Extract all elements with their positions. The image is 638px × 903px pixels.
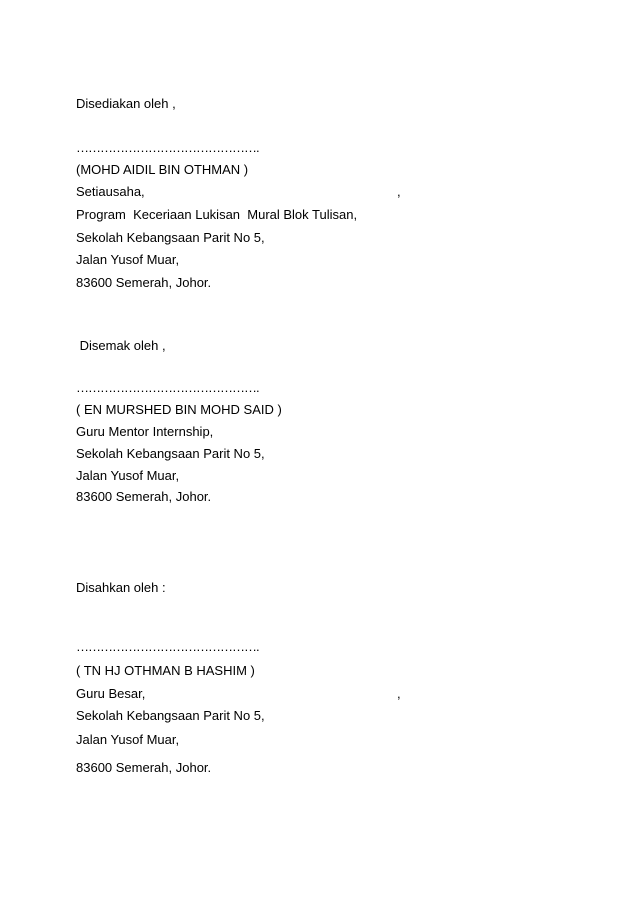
prepared-position: Setiausaha, xyxy=(76,184,145,199)
reviewed-name: ( EN MURSHED BIN MOHD SAID ) xyxy=(76,402,282,417)
prepared-program: Program Keceriaan Lukisan Mural Blok Tulisan, xyxy=(76,207,358,222)
approved-signature-line: ………………………………………. xyxy=(76,639,259,654)
approved-school: Sekolah Kebangsaan Parit No 5, xyxy=(76,708,265,723)
approved-street: Jalan Yusof Muar, xyxy=(76,732,180,747)
reviewed-school: Sekolah Kebangsaan Parit No 5, xyxy=(76,446,265,461)
prepared-name: (MOHD AIDIL BIN OTHMAN ) xyxy=(76,162,249,177)
approved-heading: Disahkan oleh : xyxy=(76,580,166,595)
approved-name: ( TN HJ OTHMAN B HASHIM ) xyxy=(76,663,255,678)
reviewed-position: Guru Mentor Internship, xyxy=(76,424,214,439)
prepared-city: 83600 Semerah, Johor. xyxy=(76,275,212,290)
prepared-trailing-comma: , xyxy=(397,184,401,199)
prepared-signature-line: ………………………………………. xyxy=(76,140,259,155)
approved-trailing-comma: , xyxy=(397,686,401,701)
approved-city: 83600 Semerah, Johor. xyxy=(76,760,212,775)
reviewed-street: Jalan Yusof Muar, xyxy=(76,468,180,483)
prepared-heading: Disediakan oleh , xyxy=(76,96,176,111)
prepared-street: Jalan Yusof Muar, xyxy=(76,252,180,267)
prepared-school: Sekolah Kebangsaan Parit No 5, xyxy=(76,230,265,245)
reviewed-heading: Disemak oleh , xyxy=(76,338,166,353)
reviewed-signature-line: ………………………………………. xyxy=(76,380,259,395)
reviewed-city: 83600 Semerah, Johor. xyxy=(76,489,212,504)
approved-position: Guru Besar, xyxy=(76,686,146,701)
